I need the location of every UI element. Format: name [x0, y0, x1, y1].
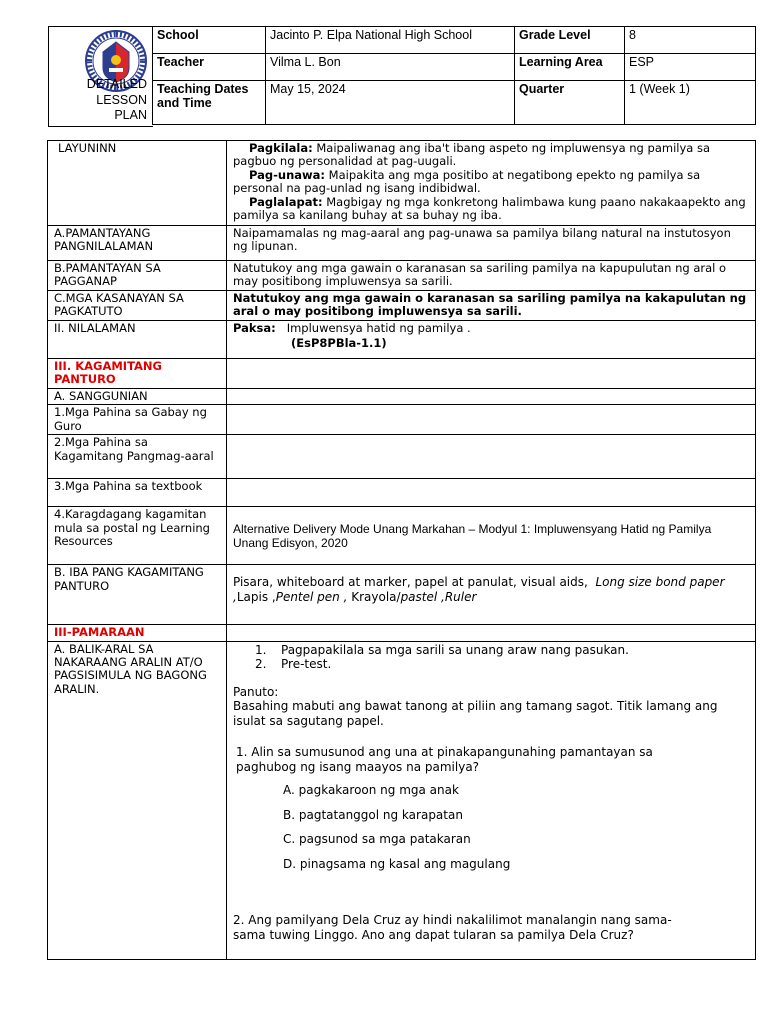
iba-pang-content: Pisara, whiteboard at marker, papel at panulat, visual aids, Long size bond paper ,Lapis ,Pentel pen , Krayola/pastel ,Ruler: [227, 565, 756, 625]
question-1-options: [233, 783, 749, 871]
nilalaman-label: II. NILALAMAN: [48, 320, 227, 358]
dates-value: May 15, 2024: [266, 81, 515, 125]
kagamitang-content: [227, 358, 756, 388]
row-gabay-guro: [48, 405, 756, 435]
dlp-title: [87, 77, 147, 124]
row-karagdagang: [48, 507, 756, 565]
row-balik-aral: [48, 641, 756, 959]
karagdagang-label: 4.Karagdagang kagamitan mula sa postal ng Learning Resources: [48, 507, 227, 565]
pamaraan-label: III-PAMARAAN: [48, 625, 227, 641]
row-textbook: [48, 479, 756, 507]
gabay-guro-content: [227, 405, 756, 435]
textbook-content: [227, 479, 756, 507]
dates-label: Teaching Dates and Time: [153, 81, 266, 125]
info-table: [152, 26, 756, 125]
textbook-label: 3.Mga Pahina sa textbook: [48, 479, 227, 507]
header: [48, 26, 756, 126]
step-item: 2. Pre-test.: [255, 657, 332, 672]
sanggunian-label: A. SANGGUNIAN: [48, 388, 227, 404]
kasanayan-text: Natutukoy ang mga gawain o karanasan sa sariling pamilya na kakapulutan ng aral o may positibong impluwensya sa sarili.: [227, 291, 756, 321]
school-value: Jacinto P. Elpa National High School: [266, 27, 515, 54]
row-pagganap: [48, 261, 756, 291]
area-label: Learning Area: [515, 54, 625, 81]
pangnilalaman-text: Naipamamalas ng mag-aaral ang pag-unawa sa pamilya bilang natural na instutosyon ng lipunan.: [227, 226, 756, 261]
school-label: School: [153, 27, 266, 54]
iba-pang-label: B. IBA PANG KAGAMITANG PANTURO: [48, 565, 227, 625]
panuto-label: Panuto:: [233, 684, 279, 699]
pagganap-label: B.PAMANTAYAN SA PAGGANAP: [48, 261, 227, 291]
dlp-line: DETAILED: [86, 77, 147, 91]
row-pangmag-aaral: [48, 435, 756, 479]
layunin-item: Paglalapat: Magbigay ng mga konkretong halimbawa kung paano nakakaapekto ang pamilya sa kanilang buhay at sa buhay ng iba.: [233, 194, 746, 223]
panuto-text: Basahing mabuti ang bawat tanong at piliin ang tamang sagot. Titik lamang ang isulat sa sagutang papel.: [233, 699, 718, 728]
karagdagang-text: Alternative Delivery Mode Unang Markahan – Modyul 1: Impluwensyang Hatid ng Pamilya Unang Edisyon, 2020: [227, 507, 756, 565]
pagganap-text: Natutukoy ang mga gawain o karanasan sa sariling pamilya na kapupulutan ng aral o may positibong impluwensya sa sarili.: [227, 261, 756, 291]
logo-cell: [48, 26, 153, 127]
quarter-value: 1 (Week 1): [625, 81, 756, 125]
question-1: 1. Alin sa sumusunod ang una at pinakapangunahing pamantayan sa paghubog ng isang maayos na pamilya?: [236, 745, 653, 774]
row-layunin: [48, 141, 756, 226]
step-item: 1. Pagpapakilala sa mga sarili sa unang araw nang pasukan.: [255, 642, 629, 657]
pangnilalaman-label: A.PAMANTAYANG PANGNILALAMAN: [48, 226, 227, 261]
balik-aral-content: [227, 641, 756, 959]
quarter-label: Quarter: [515, 81, 625, 125]
balik-aral-label: A. BALIK-ARAL SA NAKARAANG ARALIN AT/O PAGSISIMULA NG BAGONG ARALIN.: [48, 641, 227, 959]
row-pangnilalaman: [48, 226, 756, 261]
pangmag-aaral-label: 2.Mga Pahina sa Kagamitang Pangmag-aaral: [48, 435, 227, 479]
layunin-label: LAYUNINN: [48, 141, 227, 226]
row-sanggunian: [48, 388, 756, 404]
option-item: A. pagkakaroon ng mga anak: [283, 783, 459, 798]
dlp-line: PLAN: [114, 108, 147, 122]
row-iba-pang: [48, 565, 756, 625]
pamaraan-content: [227, 625, 756, 641]
teacher-value: Vilma L. Bon: [266, 54, 515, 81]
lesson-table: [47, 140, 756, 960]
area-value: ESP: [625, 54, 756, 81]
layunin-item: Pagkilala: Maipaliwanag ang iba't ibang aspeto ng impluwensya ng pamilya sa pagbuo ng personalidad at pag-uugali.: [233, 141, 711, 169]
sanggunian-content: [227, 388, 756, 404]
kasanayan-label: C.MGA KASANAYAN SA PAGKATUTO: [48, 291, 227, 321]
kagamitang-label: III. KAGAMITANG PANTURO: [48, 358, 227, 388]
nilalaman-content: Paksa: Impluwensya hatid ng pamilya . (EsP8PBla-1.1): [227, 320, 756, 358]
grade-value: 8: [625, 27, 756, 54]
option-item: D. pinagsama ng kasal ang magulang: [283, 856, 511, 871]
teacher-label: Teacher: [153, 54, 266, 81]
dlp-line: LESSON: [96, 92, 147, 107]
row-pamaraan: [48, 625, 756, 641]
grade-label: Grade Level: [515, 27, 625, 54]
row-kagamitang: [48, 358, 756, 388]
pangmag-aaral-content: [227, 435, 756, 479]
layunin-content: [227, 141, 756, 226]
row-kasanayan: [48, 291, 756, 321]
question-2: 2. Ang pamilyang Dela Cruz ay hindi nakalilimot manalangin nang sama-sama tuwing Linggo. Ano ang dapat tularan sa pamilya Dela Cruz?: [233, 913, 672, 942]
option-item: B. pagtatanggol ng karapatan: [283, 807, 463, 822]
layunin-item: Pag-unawa: Maipakita ang mga positibo at negatibong epekto ng pamilya sa personal na pag-unlad ng isang indibidwal.: [233, 167, 701, 196]
competency-code: (EsP8PBla-1.1): [291, 336, 387, 351]
option-item: C. pagsunod sa mga patakaran: [283, 832, 471, 847]
gabay-guro-label: 1.Mga Pahina sa Gabay ng Guro: [48, 405, 227, 435]
row-nilalaman: [48, 320, 756, 358]
